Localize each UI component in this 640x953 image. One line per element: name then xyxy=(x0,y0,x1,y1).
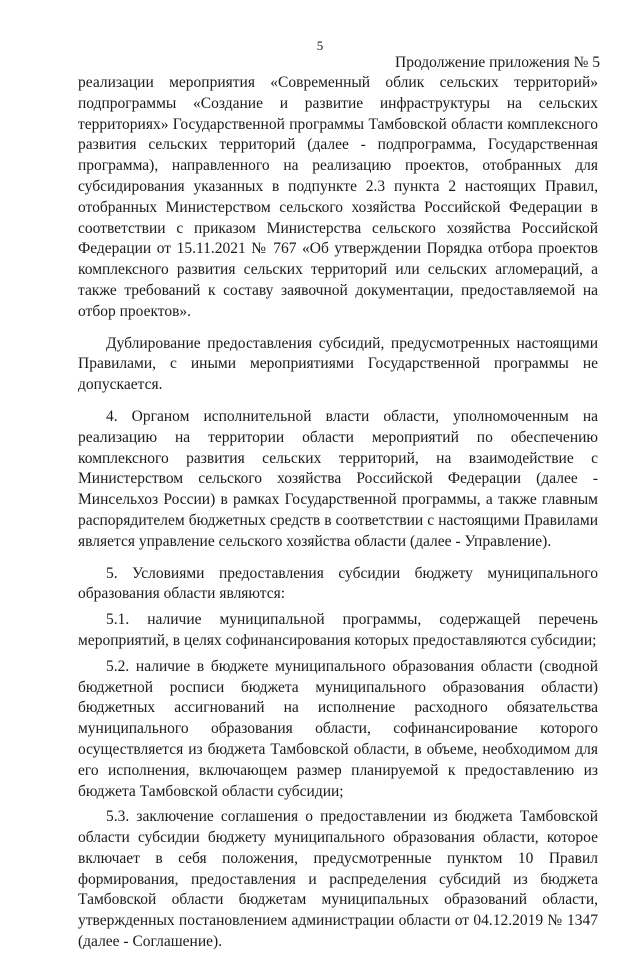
paragraph-5-2-budget-allocations: 5.2. наличие в бюджете муниципального образования области (сводной бюджетной росписи бюджета муниципального образования области) бюджетных ассигнований на исполнение расходного обязательства муниципального образования области, софинансирование которого осуществляется из бюджета Тамбовской области, в объеме, необходимом для его исполнения, включающем размер планируемой к предоставлению из бюджета Тамбовской области субсидии; xyxy=(78,657,598,800)
page-number: 5 xyxy=(316,38,324,53)
appendix-continuation-note: Продолжение приложения № 5 xyxy=(395,54,600,71)
paragraph-5-conditions: 5. Условиями предоставления субсидии бюджету муниципального образования области являются: xyxy=(78,564,598,603)
paragraph-subprogram-reference: реализации мероприятия «Современный облик сельских территорий» подпрограммы «Создание и развитие инфраструктуры на сельских территориях» Государственной программы Тамбовской области комплексного развития сельских территорий (далее - подпрограмма, Государственная программа), направленного на реализацию проектов, отобранных для субсидирования указанных в подпункте 2.3 пункта 2 настоящих Правил, отобранных Министерством сельского хозяйства Российской Федерации в соответствии с приказом Министерства сельского хозяйства Российской Федерации от 15.11.2021 № 767 «Об утверждении Порядка отбора проектов комплексного развития сельских территорий или сельских агломераций, а также требований к составу заявочной документации, предоставляемой на отбор проектов». xyxy=(78,74,598,320)
paragraph-4-authorized-body: 4. Органом исполнительной власти области, уполномоченным на реализацию на территории области мероприятий по обеспечению комплексного развития сельских территорий, на взаимодействие с Министерством сельского хозяйства Российской Федерации (далее - Минсельхоз России) в рамках Государственной программы, а также главным распорядителем бюджетных средств в соответствии с настоящими Правилами является управление сельского хозяйства области (далее - Управление). xyxy=(78,407,598,550)
paragraph-duplication-prohibited: Дублирование предоставления субсидий, предусмотренных настоящими Правилами, с иными мероприятиями Государственной программы не допускается. xyxy=(78,334,598,394)
paragraph-5-1-municipal-program: 5.1. наличие муниципальной программы, содержащей перечень мероприятий, в целях софинансирования которых предоставляются субсидии; xyxy=(78,611,598,649)
paragraph-5-3-agreement: 5.3. заключение соглашения о предоставлении из бюджета Тамбовской области субсидии бюджету муниципального образования области, которое включает в себя положения, предусмотренные пунктом 10 Правил формирования, предоставления и распределения субсидий из бюджета Тамбовской области бюджетам муниципальных образований области, утвержденных постановлением администрации области от 04.12.2019 № 1347 (далее - Соглашение). xyxy=(78,808,598,951)
document-body xyxy=(78,73,598,953)
